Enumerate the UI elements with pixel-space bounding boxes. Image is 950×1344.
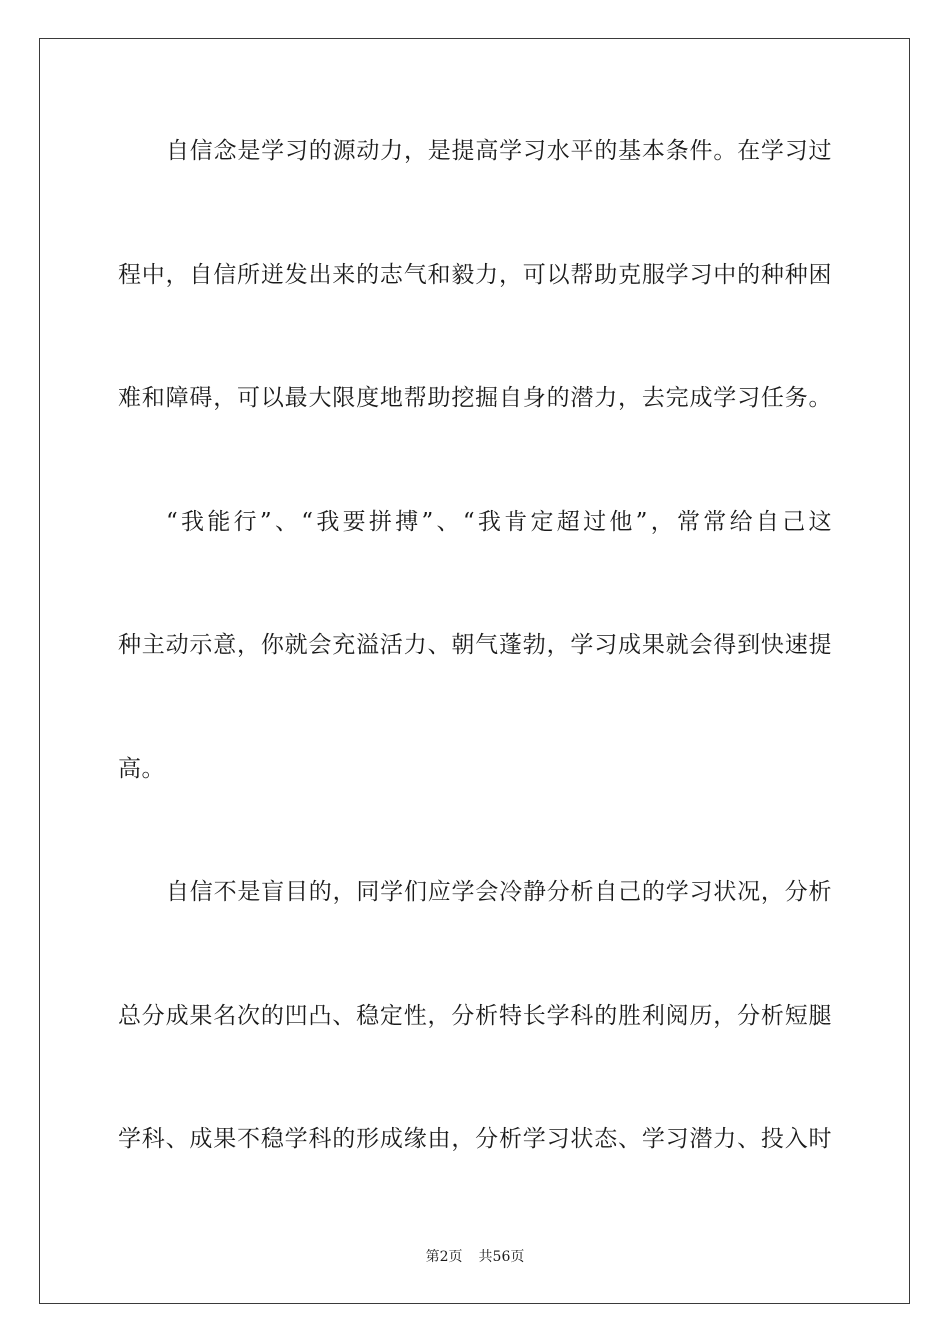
- paragraph-2-line-2: 种主动示意，你就会充溢活力、朝气蓬勃，学习成果就会得到快速提: [118, 632, 832, 658]
- total-pages: 共56页: [478, 1249, 525, 1265]
- page-number: 第2页: [425, 1249, 463, 1265]
- page-border: [39, 38, 910, 1304]
- page-footer: [0, 1248, 950, 1266]
- paragraph-2-line-3: 高。: [118, 756, 165, 782]
- paragraph-3-line-3: 学科、成果不稳学科的形成缘由，分析学习状态、学习潜力、投入时: [118, 1126, 832, 1152]
- paragraph-3-line-1: 自信不是盲目的，同学们应学会冷静分析自己的学习状况，分析: [166, 879, 832, 905]
- paragraph-1-line-3: 难和障碍，可以最大限度地帮助挖掘自身的潜力，去完成学习任务。: [118, 385, 832, 411]
- paragraph-1-line-2: 程中，自信所迸发出来的志气和毅力，可以帮助克服学习中的种种困: [118, 262, 832, 288]
- paragraph-3-line-2: 总分成果名次的凹凸、稳定性，分析特长学科的胜利阅历，分析短腿: [118, 1003, 832, 1029]
- paragraph-1-line-1: 自信念是学习的源动力，是提高学习水平的基本条件。在学习过: [166, 138, 832, 164]
- paragraph-2-line-1: “我能行”、“我要拼搏”、“我肯定超过他”，常常给自己这: [166, 509, 832, 535]
